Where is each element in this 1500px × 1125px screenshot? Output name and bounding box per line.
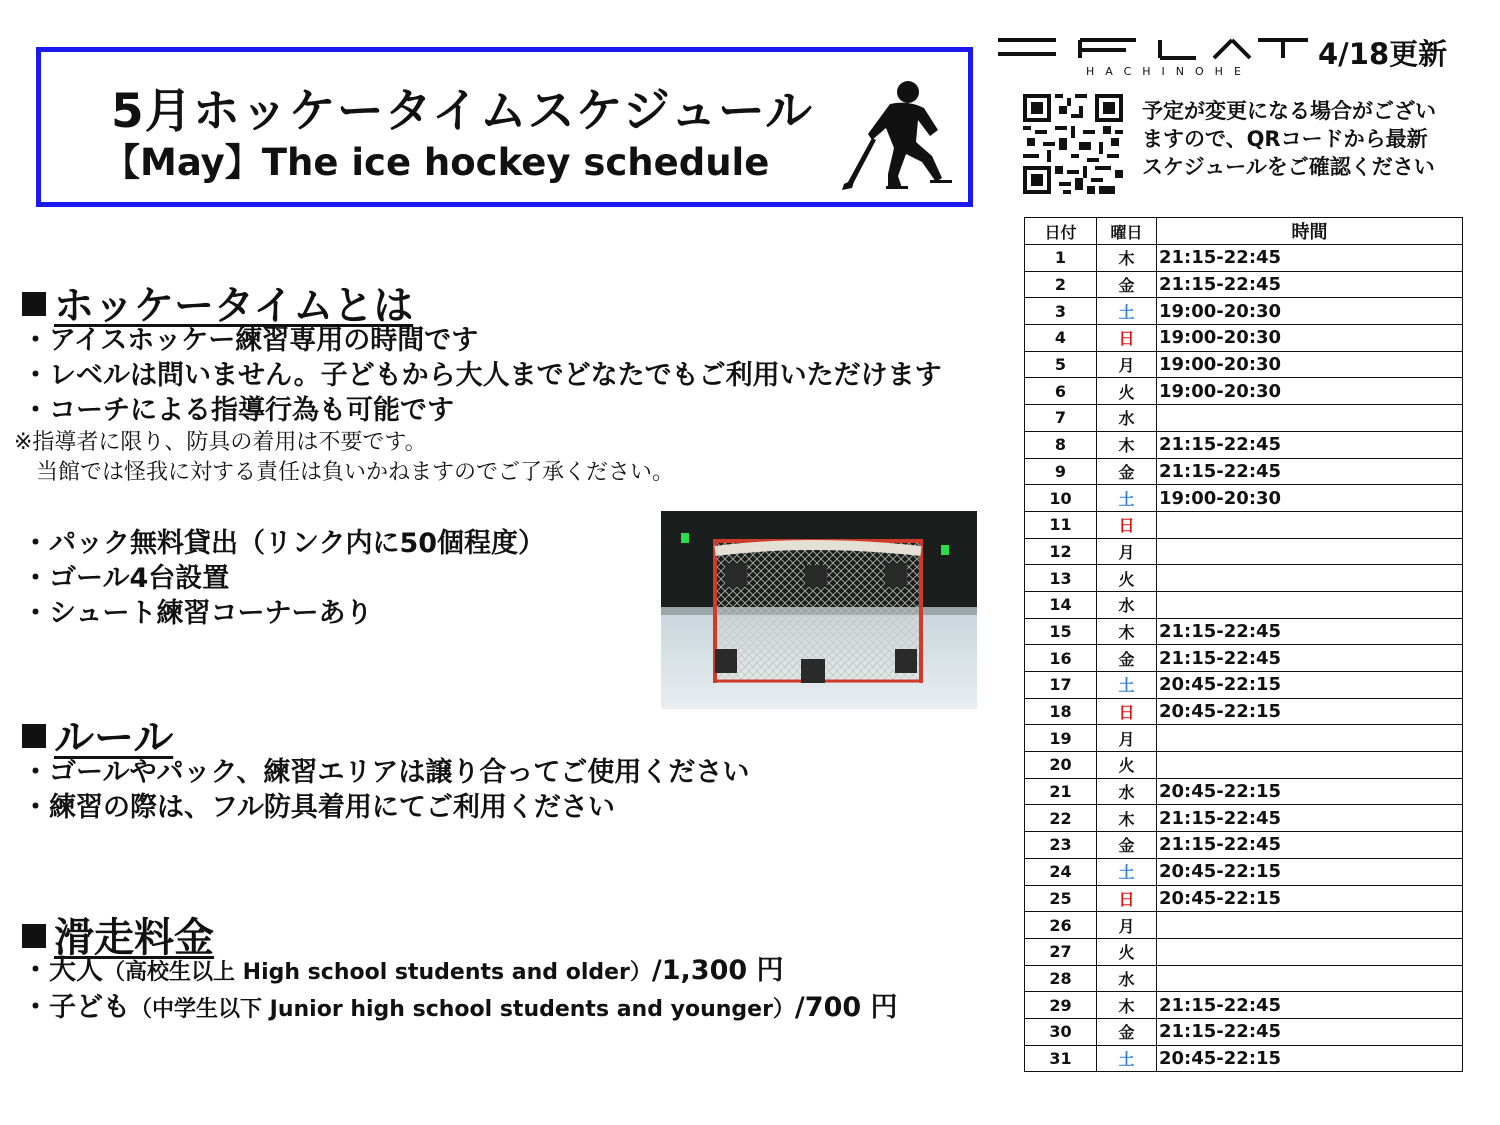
list-item: ・ゴール4台設置	[22, 563, 230, 594]
page-subtitle: 【May】The ice hockey schedule	[103, 141, 770, 184]
table-row	[1025, 912, 1463, 939]
table-row	[1025, 591, 1463, 618]
square-bullet-icon	[22, 292, 46, 316]
table-row	[1025, 805, 1463, 832]
schedule-day: 日	[1097, 698, 1157, 725]
schedule-date: 9	[1025, 458, 1097, 485]
schedule-date: 8	[1025, 431, 1097, 458]
table-row	[1025, 885, 1463, 912]
schedule-body	[1025, 245, 1463, 1072]
list-item: ・パック無料貸出（リンク内に50個程度）	[22, 528, 546, 559]
schedule-time: 20:45-22:15	[1157, 858, 1463, 885]
schedule-time: 19:00-20:30	[1157, 378, 1463, 405]
schedule-date: 16	[1025, 645, 1097, 672]
schedule-time	[1157, 938, 1463, 965]
table-row	[1025, 565, 1463, 592]
schedule-day: 火	[1097, 752, 1157, 779]
schedule-day: 木	[1097, 618, 1157, 645]
table-row	[1025, 992, 1463, 1019]
table-row	[1025, 458, 1463, 485]
schedule-day: 金	[1097, 645, 1157, 672]
schedule-day: 土	[1097, 672, 1157, 699]
schedule-day: 火	[1097, 378, 1157, 405]
schedule-date: 27	[1025, 938, 1097, 965]
schedule-date: 28	[1025, 965, 1097, 992]
schedule-day: 水	[1097, 591, 1157, 618]
schedule-time	[1157, 511, 1463, 538]
schedule-time	[1157, 752, 1463, 779]
table-row	[1025, 1045, 1463, 1072]
list-item: ・シュート練習コーナーあり	[22, 598, 373, 629]
schedule-date: 24	[1025, 858, 1097, 885]
rules-list	[22, 755, 749, 825]
schedule-time: 21:15-22:45	[1157, 271, 1463, 298]
page-title: 5月ホッケータイムスケジュール	[111, 84, 813, 139]
schedule-time: 20:45-22:15	[1157, 698, 1463, 725]
schedule-time	[1157, 912, 1463, 939]
list-item: ・コーチによる指導行為も可能です	[22, 395, 454, 426]
table-row	[1025, 965, 1463, 992]
schedule-time	[1157, 591, 1463, 618]
schedule-time	[1157, 725, 1463, 752]
schedule-day: 月	[1097, 538, 1157, 565]
schedule-day: 金	[1097, 458, 1157, 485]
table-row	[1025, 405, 1463, 432]
schedule-date: 17	[1025, 672, 1097, 699]
title-box	[36, 47, 973, 207]
schedule-date: 13	[1025, 565, 1097, 592]
update-date: 4/18更新	[1318, 37, 1448, 71]
schedule-day: 土	[1097, 485, 1157, 512]
schedule-day: 土	[1097, 858, 1157, 885]
list-item: ・ゴールやパック、練習エリアは譲り合ってご使用ください	[22, 757, 750, 788]
table-row	[1025, 325, 1463, 352]
table-row	[1025, 298, 1463, 325]
schedule-day: 水	[1097, 778, 1157, 805]
schedule-day: 月	[1097, 725, 1157, 752]
schedule-time: 19:00-20:30	[1157, 325, 1463, 352]
schedule-day: 火	[1097, 565, 1157, 592]
schedule-date: 3	[1025, 298, 1097, 325]
schedule-date: 15	[1025, 618, 1097, 645]
table-row	[1025, 778, 1463, 805]
schedule-time: 20:45-22:15	[1157, 885, 1463, 912]
list-item: ・レベルは問いません。子どもから大人までどなたでもご利用いただけます	[22, 360, 942, 391]
fee-price: /1,300 円	[651, 955, 784, 986]
schedule-date: 19	[1025, 725, 1097, 752]
schedule-date: 12	[1025, 538, 1097, 565]
schedule-time: 20:45-22:15	[1157, 1045, 1463, 1072]
table-row	[1025, 511, 1463, 538]
schedule-time: 21:15-22:45	[1157, 1018, 1463, 1045]
schedule-day: 木	[1097, 992, 1157, 1019]
schedule-time: 20:45-22:15	[1157, 672, 1463, 699]
column-header-time: 時間	[1157, 218, 1463, 245]
fee-list	[22, 953, 898, 1027]
table-row	[1025, 351, 1463, 378]
schedule-date: 4	[1025, 325, 1097, 352]
schedule-day: 月	[1097, 351, 1157, 378]
schedule-date: 30	[1025, 1018, 1097, 1045]
schedule-time	[1157, 965, 1463, 992]
schedule-day: 日	[1097, 325, 1157, 352]
schedule-time	[1157, 405, 1463, 432]
table-row	[1025, 271, 1463, 298]
schedule-time: 20:45-22:15	[1157, 778, 1463, 805]
schedule-date: 21	[1025, 778, 1097, 805]
notice-line: ますので、QRコードから最新	[1142, 127, 1428, 151]
fee-label: ・大人	[22, 955, 103, 986]
section-heading-text: ホッケータイムとは	[54, 283, 414, 329]
table-row	[1025, 618, 1463, 645]
schedule-date: 23	[1025, 832, 1097, 859]
schedule-time: 19:00-20:30	[1157, 485, 1463, 512]
schedule-date: 25	[1025, 885, 1097, 912]
table-row	[1025, 938, 1463, 965]
schedule-date: 18	[1025, 698, 1097, 725]
schedule-date: 26	[1025, 912, 1097, 939]
about-note	[14, 428, 674, 488]
schedule-time: 21:15-22:45	[1157, 992, 1463, 1019]
table-row	[1025, 725, 1463, 752]
note-line: 当館では怪我に対する責任は負いかねますのでご了承ください。	[14, 460, 675, 485]
schedule-day: 土	[1097, 298, 1157, 325]
schedule-date: 2	[1025, 271, 1097, 298]
table-row	[1025, 431, 1463, 458]
column-header-day: 曜日	[1097, 218, 1157, 245]
table-row	[1025, 485, 1463, 512]
schedule-table	[1024, 217, 1463, 1072]
schedule-time: 21:15-22:45	[1157, 805, 1463, 832]
list-item: ・アイスホッケー練習専用の時間です	[22, 325, 479, 356]
schedule-day: 土	[1097, 1045, 1157, 1072]
table-row	[1025, 1018, 1463, 1045]
schedule-date: 10	[1025, 485, 1097, 512]
fee-label: ・子ども	[22, 992, 130, 1023]
schedule-day: 金	[1097, 832, 1157, 859]
schedule-date: 31	[1025, 1045, 1097, 1072]
schedule-day: 金	[1097, 1018, 1157, 1045]
schedule-time: 19:00-20:30	[1157, 298, 1463, 325]
schedule-day: 木	[1097, 431, 1157, 458]
fee-child	[22, 990, 898, 1027]
table-row	[1025, 752, 1463, 779]
list-item: ・練習の際は、フル防具着用にてご利用ください	[22, 792, 615, 823]
table-row	[1025, 378, 1463, 405]
table-header-row	[1025, 218, 1463, 245]
table-row	[1025, 698, 1463, 725]
column-header-date: 日付	[1025, 218, 1097, 245]
schedule-time: 21:15-22:45	[1157, 458, 1463, 485]
table-row	[1025, 832, 1463, 859]
schedule-day: 水	[1097, 405, 1157, 432]
schedule-time	[1157, 538, 1463, 565]
fee-price: /700 円	[794, 992, 898, 1023]
schedule-date: 7	[1025, 405, 1097, 432]
table-row	[1025, 672, 1463, 699]
qr-code-icon[interactable]	[1023, 94, 1123, 194]
square-bullet-icon	[22, 924, 46, 948]
schedule-time: 21:15-22:45	[1157, 618, 1463, 645]
schedule-time: 21:15-22:45	[1157, 245, 1463, 272]
fee-detail: （中学生以下 Junior high school students and younger）	[130, 997, 795, 1022]
section-heading-text: 滑走料金	[54, 915, 214, 961]
schedule-time: 21:15-22:45	[1157, 645, 1463, 672]
schedule-date: 29	[1025, 992, 1097, 1019]
schedule-time	[1157, 565, 1463, 592]
schedule-day: 金	[1097, 271, 1157, 298]
schedule-date: 6	[1025, 378, 1097, 405]
schedule-date: 14	[1025, 591, 1097, 618]
schedule-day: 木	[1097, 245, 1157, 272]
schedule-time: 21:15-22:45	[1157, 431, 1463, 458]
notice-line: スケジュールをご確認ください	[1142, 155, 1435, 179]
schedule-date: 5	[1025, 351, 1097, 378]
about-list	[22, 323, 942, 428]
schedule-time: 19:00-20:30	[1157, 351, 1463, 378]
schedule-notice	[1142, 97, 1472, 181]
logo-subtitle: HACHINOHE	[1086, 65, 1252, 78]
schedule-date: 20	[1025, 752, 1097, 779]
hockey-goal-photo	[661, 511, 977, 709]
table-row	[1025, 858, 1463, 885]
schedule-date: 1	[1025, 245, 1097, 272]
hockey-player-icon	[842, 78, 960, 196]
schedule-day: 水	[1097, 965, 1157, 992]
schedule-day: 日	[1097, 511, 1157, 538]
notice-line: 予定が変更になる場合がござい	[1142, 99, 1436, 123]
schedule-date: 22	[1025, 805, 1097, 832]
fee-detail: （高校生以上 High school students and older）	[103, 960, 652, 985]
table-row	[1025, 645, 1463, 672]
note-line: ※指導者に限り、防具の着用は不要です。	[14, 430, 427, 455]
schedule-date: 11	[1025, 511, 1097, 538]
schedule-day: 火	[1097, 938, 1157, 965]
schedule-time: 21:15-22:45	[1157, 832, 1463, 859]
square-bullet-icon	[22, 724, 46, 748]
table-row	[1025, 538, 1463, 565]
schedule-day: 木	[1097, 805, 1157, 832]
fee-adult	[22, 953, 898, 990]
schedule-day: 月	[1097, 912, 1157, 939]
section-heading-text: ルール	[54, 715, 174, 761]
schedule-day: 日	[1097, 885, 1157, 912]
table-row	[1025, 245, 1463, 272]
equipment-list	[22, 526, 545, 631]
